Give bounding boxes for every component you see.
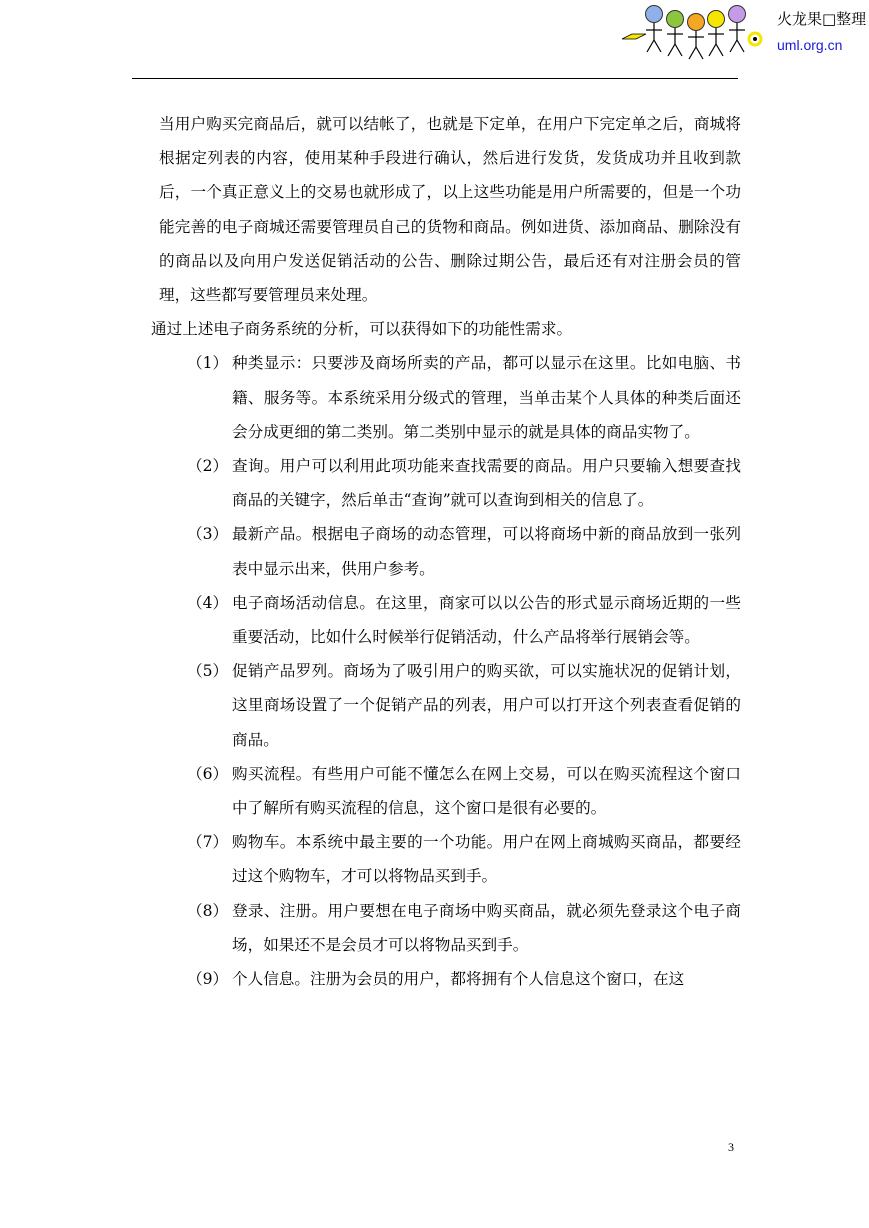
requirements-list <box>159 346 741 996</box>
list-item-number: （7） <box>187 833 229 852</box>
list-item-text: 登录、注册。用户要想在电子商场中购买商品，就必须先登录这个电子商场，如果还不是会员才可以将物品买到手。 <box>232 901 741 954</box>
list-item <box>159 654 741 757</box>
list-item <box>159 757 741 825</box>
list-item-text: 种类显示：只要涉及商场所卖的产品，都可以显示在这里。比如电脑、书籍、服务等。本系统采用分级式的管理，当单击某个人具体的种类后面还会分成更细的第二类别。第二类别中显示的就是具体的商品实物了。 <box>232 354 741 441</box>
list-item <box>159 517 741 585</box>
list-item <box>159 962 741 996</box>
brand-url-link[interactable]: uml.org.cn <box>777 37 843 53</box>
list-item-number: （2） <box>187 457 229 476</box>
list-item <box>159 894 741 962</box>
list-item-number: （8） <box>187 901 229 920</box>
uml-logo-icon <box>618 2 768 62</box>
list-item <box>159 825 741 893</box>
brand-name: 火龙果□整理 <box>777 10 867 28</box>
list-item-text: 促销产品罗列。商场为了吸引用户的购买欲，可以实施状况的促销计划，这里商场设置了一个促销产品的列表，用户可以打开这个列表查看促销的商品。 <box>232 662 741 749</box>
list-item-text: 电子商场活动信息。在这里，商家可以以公告的形式显示商场近期的一些重要活动，比如什么时候举行促销活动，什么产品将举行展销会等。 <box>232 593 741 647</box>
list-item <box>159 586 741 654</box>
header-divider <box>132 78 738 79</box>
list-item-text: 查询。用户可以利用此项功能来查找需要的商品。用户只要输入想要查找商品的关键字，然后单击“查询”就可以查询到相关的信息了。 <box>232 457 741 510</box>
list-item <box>159 449 741 517</box>
list-item-number: （5） <box>187 662 229 681</box>
list-item-number: （4） <box>187 593 229 612</box>
list-item-text: 购物车。本系统中最主要的一个功能。用户在网上商城购买商品，都要经过这个购物车，才可以将物品买到手。 <box>232 833 741 886</box>
paragraph-intro: 当用户购买完商品后，就可以结帐了，也就是下定单，在用户下完定单之后，商城将根据定列表的内容，使用某种手段进行确认，然后进行发货，发货成功并且收到款后，一个真正意义上的交易也就形成了，以上这些功能是用户所需要的，但是一个功能完善的电子商城还需要管理员自己的货物和商品。例如进货、添加商品、删除没有的商品以及向用户发送促销活动的公告、删除过期公告，最后还有对注册会员的管理，这些都写要管理员来处理。 <box>159 115 741 305</box>
list-item-text: 购买流程。有些用户可能不懂怎么在网上交易，可以在购买流程这个窗口中了解所有购买流程的信息，这个窗口是很有必要的。 <box>232 764 741 818</box>
brand-block <box>777 8 866 53</box>
list-item-text: 最新产品。根据电子商场的动态管理，可以将商场中新的商品放到一张列表中显示出来，供用户参考。 <box>232 525 741 578</box>
list-item-number: （9） <box>187 970 229 989</box>
list-item <box>159 346 741 449</box>
list-item-number: （6） <box>187 764 229 783</box>
list-item-number: （1） <box>187 354 229 373</box>
document-body <box>151 107 741 996</box>
list-item-text: 个人信息。注册为会员的用户，都将拥有个人信息这个窗口，在这 <box>232 970 685 989</box>
list-item-number: （3） <box>187 525 229 544</box>
paragraph-requirements-lead: 通过上述电子商务系统的分析，可以获得如下的功能性需求。 <box>151 320 573 339</box>
page-number: 3 <box>728 1140 734 1154</box>
